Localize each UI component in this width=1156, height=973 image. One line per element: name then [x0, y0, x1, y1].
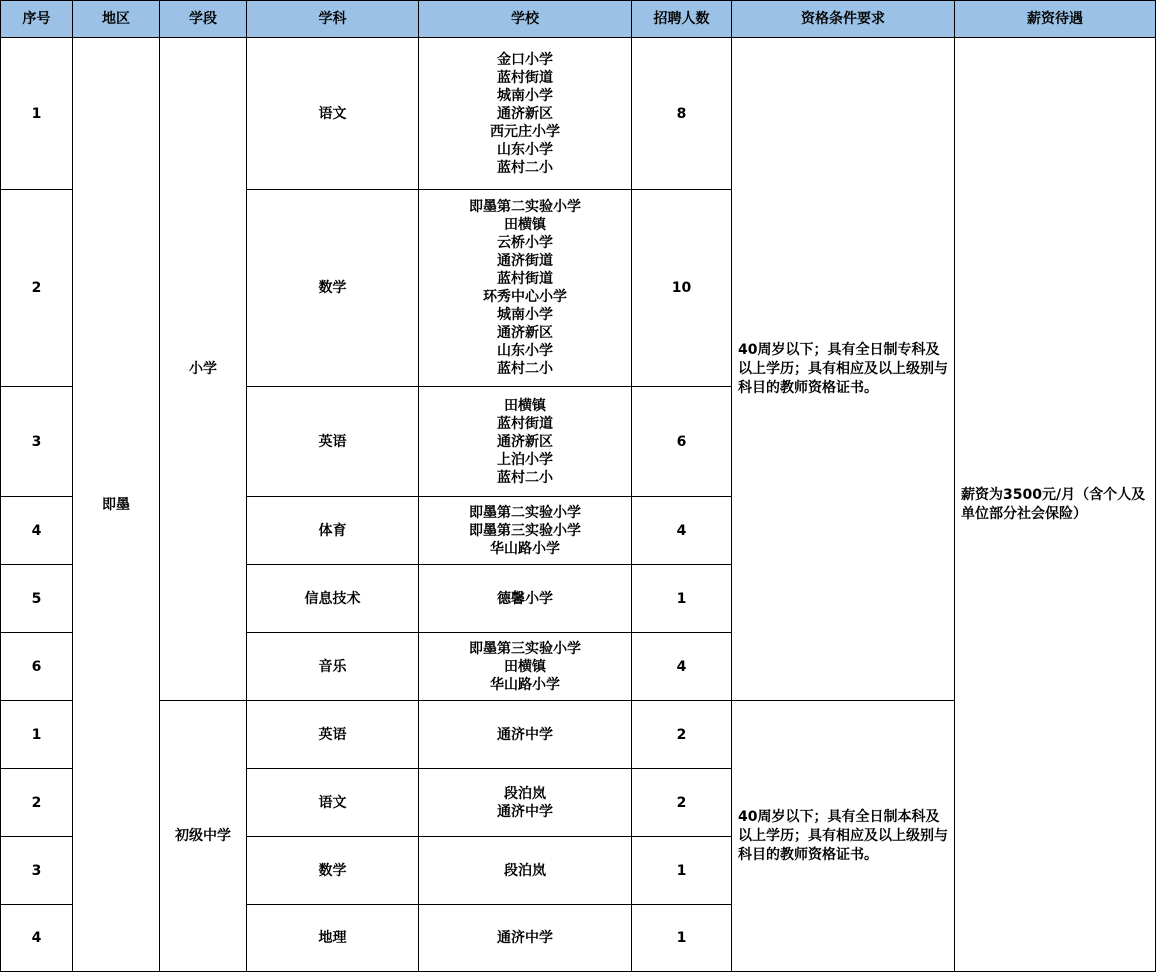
school-cell: [419, 38, 632, 190]
school-name: 德馨小学: [497, 590, 553, 607]
school-name: 即墨第二实验小学: [469, 199, 581, 215]
header-region: 地区: [73, 1, 160, 38]
header-count: 招聘人数: [632, 1, 732, 38]
row-index: 3: [1, 387, 73, 497]
school-cell: [419, 905, 632, 972]
school-name: 蓝村二小: [497, 159, 553, 176]
subject-cell: 信息技术: [247, 565, 419, 633]
row-index: 1: [1, 38, 73, 190]
header-subject: 学科: [247, 1, 419, 38]
subject-cell: 数学: [247, 190, 419, 387]
school-name: 城南小学: [497, 87, 553, 104]
row-index: 4: [1, 497, 73, 565]
count-cell: 4: [632, 497, 732, 565]
school-name: 山东小学: [497, 343, 553, 359]
table-row: [1, 38, 1156, 190]
school-cell: [419, 633, 632, 701]
header-row: [1, 1, 1156, 38]
school-name: 环秀中心小学: [483, 289, 567, 305]
subject-cell: 数学: [247, 837, 419, 905]
stage-cell: 小学: [160, 38, 247, 701]
subject-cell: 音乐: [247, 633, 419, 701]
school-name: 通济新区: [497, 325, 553, 341]
count-cell: 8: [632, 38, 732, 190]
school-name: 通济街道: [497, 253, 553, 269]
school-name: 通济中学: [497, 803, 553, 820]
school-name: 田横镇: [504, 397, 546, 414]
school-name: 通济新区: [497, 105, 553, 122]
header-salary: 薪资待遇: [955, 1, 1156, 38]
school-name: 蓝村街道: [497, 271, 553, 287]
count-cell: 1: [632, 905, 732, 972]
school-name: 蓝村街道: [497, 69, 553, 86]
subject-cell: 语文: [247, 769, 419, 837]
header-requirement: 资格条件要求: [732, 1, 955, 38]
school-name: 田横镇: [504, 217, 546, 233]
header-stage: 学段: [160, 1, 247, 38]
school-name: 蓝村二小: [497, 469, 553, 486]
school-cell: [419, 769, 632, 837]
requirement-cell: 40周岁以下；具有全日制本科及以上学历；具有相应及以上级别与科目的教师资格证书。: [732, 701, 955, 972]
school-name: 即墨第三实验小学: [469, 640, 581, 657]
school-name: 云桥小学: [497, 235, 553, 251]
school-name: 金口小学: [497, 51, 553, 68]
subject-cell: 体育: [247, 497, 419, 565]
school-name: 通济中学: [497, 726, 553, 743]
count-cell: 6: [632, 387, 732, 497]
header-index: 序号: [1, 1, 73, 38]
salary-cell: 薪资为3500元/月（含个人及单位部分社会保险）: [955, 38, 1156, 972]
school-name: 段泊岚: [504, 862, 546, 879]
count-cell: 2: [632, 769, 732, 837]
count-cell: 4: [632, 633, 732, 701]
school-name: 段泊岚: [504, 785, 546, 802]
school-name: 田横镇: [504, 658, 546, 675]
school-cell: [419, 701, 632, 769]
school-cell: [419, 837, 632, 905]
row-index: 3: [1, 837, 73, 905]
school-name: 通济中学: [497, 930, 553, 946]
subject-cell: 地理: [247, 905, 419, 972]
row-index: 4: [1, 905, 73, 972]
count-cell: 2: [632, 701, 732, 769]
row-index: 2: [1, 190, 73, 387]
subject-cell: 语文: [247, 38, 419, 190]
count-cell: 1: [632, 837, 732, 905]
row-index: 2: [1, 769, 73, 837]
row-index: 1: [1, 701, 73, 769]
count-cell: 1: [632, 565, 732, 633]
school-name: 即墨第二实验小学: [469, 504, 581, 521]
subject-cell: 英语: [247, 701, 419, 769]
row-index: 6: [1, 633, 73, 701]
subject-cell: 英语: [247, 387, 419, 497]
school-name: 华山路小学: [490, 676, 560, 693]
school-cell: [419, 497, 632, 565]
count-cell: 10: [632, 190, 732, 387]
school-name: 蓝村二小: [497, 361, 553, 377]
school-name: 城南小学: [497, 307, 553, 323]
row-index: 5: [1, 565, 73, 633]
school-name: 华山路小学: [490, 540, 560, 557]
school-name: 西元庄小学: [490, 123, 560, 140]
stage-cell: 初级中学: [160, 701, 247, 972]
requirement-cell: 40周岁以下；具有全日制专科及以上学历；具有相应及以上级别与科目的教师资格证书。: [732, 38, 955, 701]
school-name: 蓝村街道: [497, 415, 553, 432]
school-name: 即墨第三实验小学: [469, 522, 581, 539]
school-cell: [419, 190, 632, 387]
school-name: 通济新区: [497, 433, 553, 450]
school-cell: [419, 387, 632, 497]
header-school: 学校: [419, 1, 632, 38]
school-name: 上泊小学: [497, 451, 553, 468]
school-name: 山东小学: [497, 141, 553, 158]
school-cell: [419, 565, 632, 633]
region-cell: 即墨: [73, 38, 160, 972]
